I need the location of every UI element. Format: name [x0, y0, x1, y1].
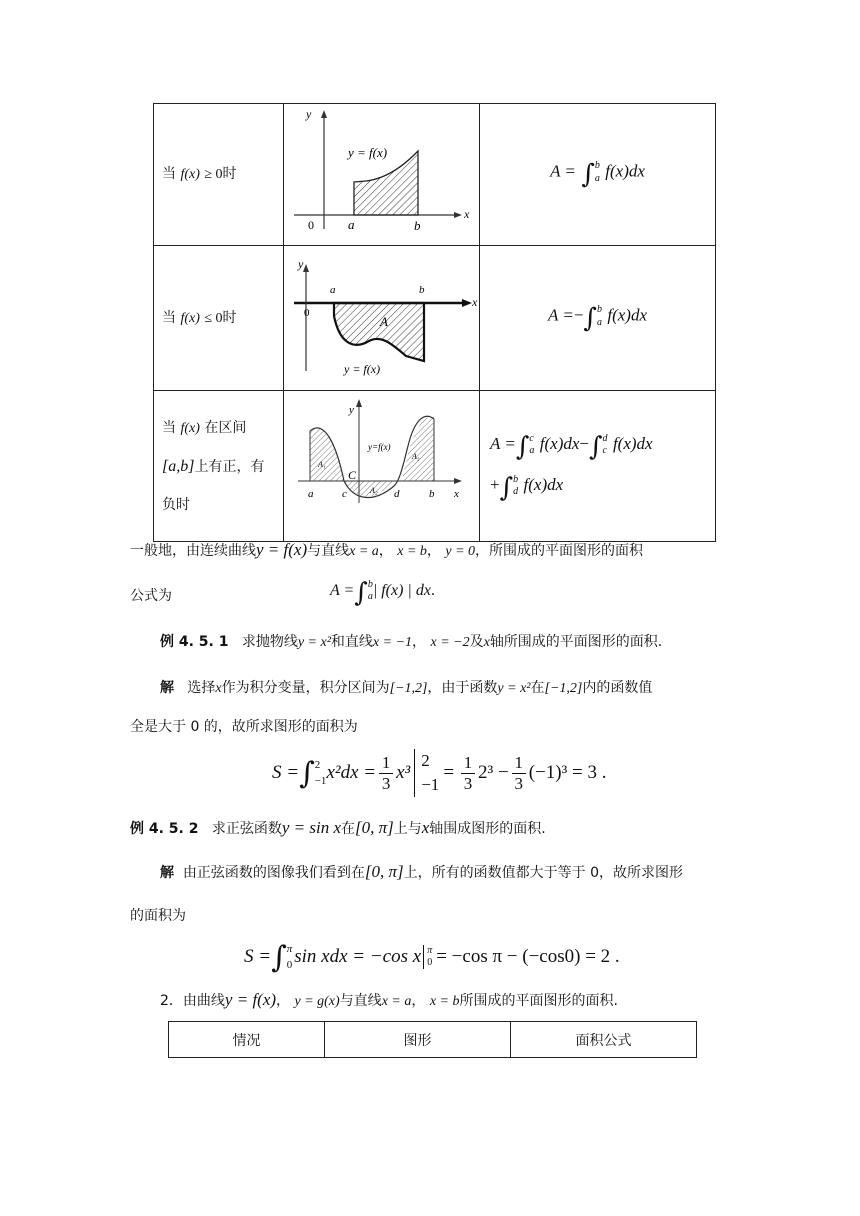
denominator: 3: [463, 773, 473, 793]
variable: x: [215, 681, 222, 696]
text: 作为积分变量，积分区间为: [221, 680, 390, 696]
A2-label: A₂: [370, 486, 378, 495]
condition-text-2: 在区间: [204, 419, 247, 436]
interval: [0, π]: [364, 862, 404, 881]
b-label: b: [414, 218, 421, 233]
equation: y = f(x): [224, 990, 277, 1009]
limits: [315, 757, 327, 789]
equation: x = b: [397, 544, 427, 559]
d-label: d: [394, 488, 400, 500]
text: 内的函数值: [582, 680, 653, 696]
condition-fx: f(x): [180, 310, 200, 326]
upper-limit: b: [594, 160, 600, 172]
calculation-1: [272, 744, 606, 802]
formula-lhs: A =: [550, 161, 576, 181]
interval: [−1,2]: [389, 681, 428, 696]
equation: y = f(x): [256, 540, 308, 559]
fraction: [379, 753, 393, 794]
term: (−1)³ = 3 .: [528, 762, 607, 783]
equation: x = −2: [430, 635, 470, 650]
numerator: 1: [463, 752, 473, 772]
calc-body: x²dx =: [326, 762, 377, 783]
example-1: [160, 631, 662, 651]
integral-sign: ∫: [589, 432, 603, 462]
term: x³: [396, 762, 411, 783]
text: 与直线: [307, 543, 350, 559]
graph-cell: [284, 104, 480, 246]
area-A1: [310, 428, 344, 481]
equation: x: [483, 635, 490, 650]
fraction: [512, 753, 526, 794]
term: 2³ −: [478, 762, 509, 783]
condition-fx: f(x): [180, 167, 200, 182]
eval-bar: [414, 749, 439, 797]
eval-bar: [423, 945, 432, 969]
mixed-area-graph: [284, 391, 479, 537]
equation: x = a: [381, 994, 412, 1009]
text: 2．由曲线: [160, 993, 225, 1009]
text: 在: [341, 821, 355, 837]
calc-lhs: S =: [244, 946, 272, 967]
lower-limit: a: [596, 316, 602, 328]
solution-2-line2: [130, 905, 186, 925]
formula-lhs: A =: [490, 434, 516, 453]
lower-limit: a: [594, 173, 600, 185]
text: 由正弦函数的图像我们看到在: [182, 865, 365, 881]
area-label: A: [380, 314, 388, 329]
a-label: a: [308, 488, 314, 500]
y-label: y: [349, 404, 354, 416]
calc-lhs: S =: [272, 762, 300, 783]
x-arrow: [462, 299, 472, 307]
upper-limit: b: [513, 473, 519, 485]
positive-area-graph: [284, 104, 479, 241]
equation: y = g(x): [294, 994, 340, 1009]
origin-label: 0: [304, 307, 310, 319]
origin-label: 0: [308, 218, 314, 232]
curve-label: y=f(x): [368, 442, 391, 452]
text: ，: [378, 543, 393, 559]
y-arrow: [303, 264, 309, 272]
lower-bound: −1: [421, 775, 440, 794]
formula-lhs: A =: [330, 582, 355, 599]
text: 求正弦函数: [211, 821, 282, 837]
condition-cell: [154, 246, 284, 391]
solution-2: [160, 862, 683, 882]
text: 求抛物线: [241, 634, 298, 650]
text: 公式为: [130, 588, 172, 604]
upper-limit: b: [596, 303, 602, 315]
c-label: c: [342, 488, 347, 500]
integral-sign: ∫: [583, 303, 597, 334]
condition-text-4: 负时: [162, 496, 190, 513]
plus-sign: +: [490, 475, 500, 494]
A3-label: A₃: [412, 452, 420, 461]
text: 一般地，由连续曲线: [130, 543, 256, 559]
A1-label: A₁: [318, 460, 326, 469]
condition-suffix: 时: [222, 166, 237, 182]
a-label: a: [330, 284, 336, 296]
upper-limit: c: [529, 432, 534, 444]
condition-rel: ≥ 0: [204, 167, 223, 182]
text: 全是大于 0 的，故所求图形的面积为: [130, 719, 358, 735]
text: 与直线: [339, 993, 382, 1009]
general-statement: [130, 540, 643, 560]
lower-limit: d: [513, 485, 519, 497]
text: ，所围成的平面图形的面积: [475, 543, 644, 559]
condition-text: 当: [162, 166, 176, 182]
calculation-2: [244, 935, 620, 979]
text: ，: [426, 543, 441, 559]
formula-cell: [480, 104, 716, 246]
text: 所围成的平面图形的面积.: [459, 993, 618, 1009]
lower-limit: 0: [286, 959, 293, 971]
text: ，由于函数: [427, 680, 498, 696]
upper-bound: π: [427, 945, 433, 956]
integral-sign: ∫: [271, 939, 287, 975]
shaded-area: [334, 303, 424, 361]
equation: y = x²: [497, 681, 531, 696]
numerator: 1: [381, 752, 391, 772]
C-label: C: [348, 468, 357, 482]
text: ，: [276, 993, 291, 1009]
calc-rest: = −cos π − (−cos0) = 2 .: [436, 946, 620, 967]
text: 轴围成图形的面积.: [429, 821, 546, 837]
condition-text-3: 上有正，有: [194, 458, 265, 475]
lower-limit: a: [529, 444, 535, 456]
integral-sign: ∫: [354, 578, 368, 608]
area-A2: [344, 481, 394, 497]
condition-text: 当: [162, 309, 176, 326]
header-cell: 面积公式: [511, 1022, 697, 1058]
interval: [0, π]: [355, 818, 394, 837]
interval: [a,b]: [162, 457, 195, 475]
upper-bound: 2: [421, 751, 430, 770]
formula-term-3: f(x)dx: [523, 475, 564, 494]
header-cell: 情况: [169, 1022, 325, 1058]
equation: x = b: [429, 994, 460, 1009]
calc-body: sin xdx = −cos x: [294, 946, 422, 967]
y-label: y: [306, 107, 312, 121]
formula-cell: [480, 246, 716, 391]
equation: y = x²: [297, 635, 331, 650]
shaded-area: [354, 151, 418, 215]
text: 上与: [393, 821, 422, 837]
equals: =: [443, 762, 455, 783]
integral-sign: ∫: [581, 159, 595, 190]
text: 和直线: [330, 634, 373, 650]
lower-bound: 0: [427, 957, 433, 968]
equation: x = −1: [372, 635, 413, 650]
table-row: [154, 246, 716, 391]
denominator: 3: [381, 773, 391, 793]
y-arrow: [321, 110, 327, 118]
formula-end: .: [430, 582, 435, 599]
text: 轴所围成的平面图形的面积.: [489, 634, 663, 650]
a-label: a: [348, 217, 355, 232]
minus-sign: −: [579, 434, 589, 453]
table-row: [154, 104, 716, 246]
formula-term-2: f(x)dx: [612, 434, 653, 453]
solution-1: [160, 677, 652, 697]
general-formula-line: [130, 585, 172, 605]
x-arrow: [454, 478, 462, 484]
condition-suffix: 时: [222, 309, 237, 326]
x-arrow: [454, 212, 462, 218]
table-row: [154, 391, 716, 542]
text: ，: [412, 634, 427, 650]
curve-label: y = f(x): [348, 145, 388, 160]
table-header-row: [169, 1022, 697, 1058]
integral-sign: ∫: [515, 432, 530, 462]
formula-sign: −: [573, 305, 584, 325]
variable: x: [421, 818, 430, 837]
condition-rel: ≤ 0: [204, 310, 223, 326]
integral-sign: ∫: [499, 473, 514, 503]
graph-cell: [284, 391, 480, 542]
condition-cell: [154, 104, 284, 246]
formula-lhs: A =: [548, 305, 574, 325]
solution-label: 解: [160, 865, 174, 881]
text: 上，所有的函数值都大于等于 0，故所求图形: [403, 865, 684, 881]
lower-limit: a: [367, 590, 373, 602]
b-label: b: [419, 284, 425, 296]
integral-sign: ∫: [299, 755, 315, 791]
upper-limit: d: [602, 432, 608, 444]
formula-body: | f(x) | dx: [372, 582, 431, 599]
text: 的面积为: [130, 908, 186, 924]
curve-label: y = f(x): [344, 362, 381, 376]
x-label: x: [472, 295, 478, 309]
denominator: 3: [514, 773, 523, 793]
header-cell: 图形: [325, 1022, 511, 1058]
formula-term-1: f(x)dx: [539, 434, 580, 453]
upper-limit: b: [367, 578, 373, 590]
fraction: [461, 753, 475, 794]
upper-limit: 2: [314, 759, 321, 771]
y-label: y: [298, 257, 304, 271]
y-arrow: [356, 399, 362, 407]
condition-cell: [154, 391, 284, 542]
solution-label: 解: [160, 680, 174, 696]
section-2-heading: [160, 990, 618, 1010]
general-formula: [330, 578, 435, 608]
area-cases-table: [153, 103, 716, 542]
interval: [−1,2]: [544, 681, 583, 696]
graph-cell: [284, 246, 480, 391]
lower-limit: c: [602, 444, 607, 456]
text: ，: [411, 993, 426, 1009]
text: 及: [469, 634, 484, 650]
section-2-table: [168, 1021, 697, 1058]
condition-fx: f(x): [180, 420, 200, 436]
equation: y = sin x: [281, 818, 341, 837]
x-label: x: [464, 207, 470, 221]
negative-area-graph: [284, 246, 479, 386]
equation: y = 0: [445, 544, 476, 559]
example-label: 例 4. 5. 1: [160, 634, 229, 650]
numerator: 1: [514, 752, 523, 772]
formula-cell: [480, 391, 716, 542]
solution-1-line2: [130, 716, 358, 736]
formula-body: f(x)dx: [607, 305, 647, 325]
text: 选择: [187, 680, 216, 696]
text: 在: [530, 680, 545, 696]
x-label: x: [454, 488, 459, 500]
example-label: 例 4. 5. 2: [130, 821, 199, 837]
equation: x = a: [349, 544, 379, 559]
formula-body: f(x)dx: [605, 161, 645, 181]
example-2: [130, 818, 546, 838]
lower-limit: −1: [314, 775, 327, 787]
b-label: b: [429, 488, 435, 500]
condition-text: 当: [162, 419, 176, 436]
upper-limit: π: [286, 943, 293, 955]
limits: [287, 941, 293, 973]
